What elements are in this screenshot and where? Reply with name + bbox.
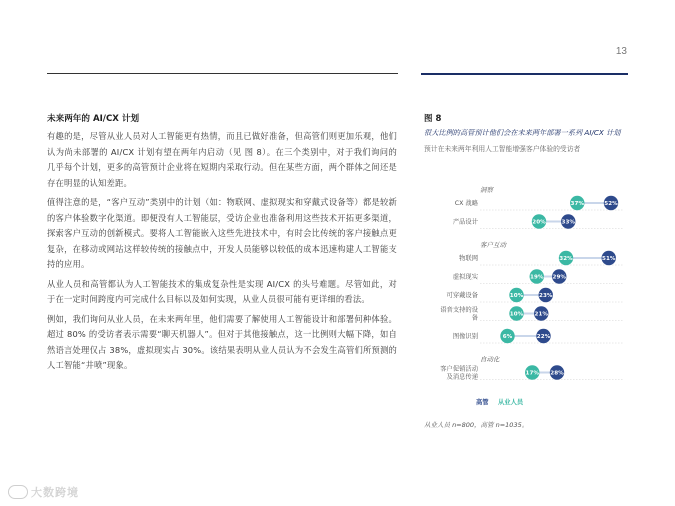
- dot-plot-chart: [424, 182, 634, 412]
- section-heading: 未来两年的 AI/CX 计划: [47, 114, 140, 124]
- group-label: 客户互动: [480, 241, 506, 249]
- body-paragraph-1: 有趣的是，尽管从业人员对人工智能更有热情，而且已做好准备，但高管们则更加乐观，他们认为尚未部署的 AI/CX 计划有望在两年内启动（见 图 8）。在三个类别中，对于我们询问的几乎每个计划，更多的高管预计企业将在短期内采取行动。但在某些方面，两个群体之间还是存在明显的认知差距。: [47, 131, 397, 188]
- chart-svg: [424, 182, 634, 412]
- executive-value: 22%: [536, 334, 551, 341]
- row-label: 备: [471, 314, 478, 322]
- page-number: 13: [615, 46, 627, 57]
- figure-title: 很大比例的高管预计他们会在未来两年部署一系列 AI/CX 计划: [424, 128, 621, 137]
- practitioner-value: 37%: [570, 201, 584, 208]
- row-label: 虚拟现实: [452, 273, 478, 281]
- practitioner-value: 6%: [502, 334, 513, 341]
- practitioner-value: 17%: [525, 370, 539, 377]
- practitioner-value: 10%: [509, 293, 524, 300]
- header-rule-left: [47, 73, 398, 74]
- row-label: 客户促销活动: [440, 365, 478, 373]
- row-label: 物联网: [459, 255, 478, 262]
- body-paragraph-2: 值得注意的是，“客户互动”类别中的计划（如：物联网、虚拟现实和穿戴式设备等）都是较新的客户体验数字化渠道。即便没有人工智能层，受访企业也准备利用这些技术开拓更多渠道，探索客户互动的创新模式。要将人工智能嵌入这些先进技术中，有时会比传统的客户接触点更复杂，在移动或网站这样较传统的接触点中，开发人员能够以较低的成本迅速构建人工智能支持的应用。: [47, 197, 397, 269]
- row-label: 产品设计: [452, 218, 478, 226]
- group-label: 洞察: [480, 186, 493, 194]
- legend-executives: 高管: [476, 399, 489, 406]
- watermark-logo-icon: [8, 485, 28, 499]
- row-label: 及消息传递: [446, 373, 478, 381]
- figure-note: 从业人员 n=800，高管 n=1035。: [424, 421, 529, 429]
- executive-value: 33%: [561, 219, 575, 226]
- watermark: [8, 484, 79, 500]
- legend-practitioners: 从业人员: [498, 399, 524, 406]
- body-paragraph-4: 例如，我们询问从业人员，在未来两年里，他们需要了解使用人工智能设计和部署何种体验。超过 80% 的受访者表示需要“聊天机器人”。但对于其他接触点，这一比例则大幅下降，如自然语言处理仅占 38%，虚拟现实占 30%。该结果表明从业人员认为不会发生高管们所预测的人工智能“井喷”现象。: [47, 313, 397, 370]
- row-label: 语音支持的设: [440, 306, 478, 314]
- header-rule-right: [421, 73, 628, 75]
- figure-header: [424, 113, 634, 154]
- row-label: 可穿戴设备: [446, 292, 478, 299]
- article-column: [47, 113, 397, 378]
- practitioner-value: 10%: [509, 311, 524, 318]
- practitioner-value: 19%: [530, 274, 544, 281]
- group-label: 自动化: [480, 355, 500, 364]
- executive-value: 52%: [604, 201, 618, 208]
- row-label: CX 战略: [454, 200, 478, 207]
- figure-label: 图 8: [424, 114, 442, 124]
- executive-value: 29%: [552, 274, 566, 281]
- executive-value: 28%: [550, 370, 564, 377]
- body-paragraph-3: 从业人员和高管都认为人工智能技术的集成复杂性是实现 AI/CX 的头号难题。尽管如此，对于在一定时间跨度内可完成什么目标以及如何实现，从业人员很可能有更详细的看法。: [47, 278, 397, 304]
- executive-value: 21%: [534, 311, 548, 318]
- figure-subtitle: 预计在未来两年利用人工智能增强客户体验的受访者: [424, 145, 581, 153]
- watermark-text: 大数跨境: [31, 486, 79, 499]
- practitioner-value: 32%: [559, 256, 573, 263]
- row-label: 图像识别: [452, 333, 478, 340]
- executive-value: 23%: [539, 293, 553, 300]
- executive-value: 51%: [602, 256, 616, 263]
- practitioner-value: 20%: [532, 219, 546, 226]
